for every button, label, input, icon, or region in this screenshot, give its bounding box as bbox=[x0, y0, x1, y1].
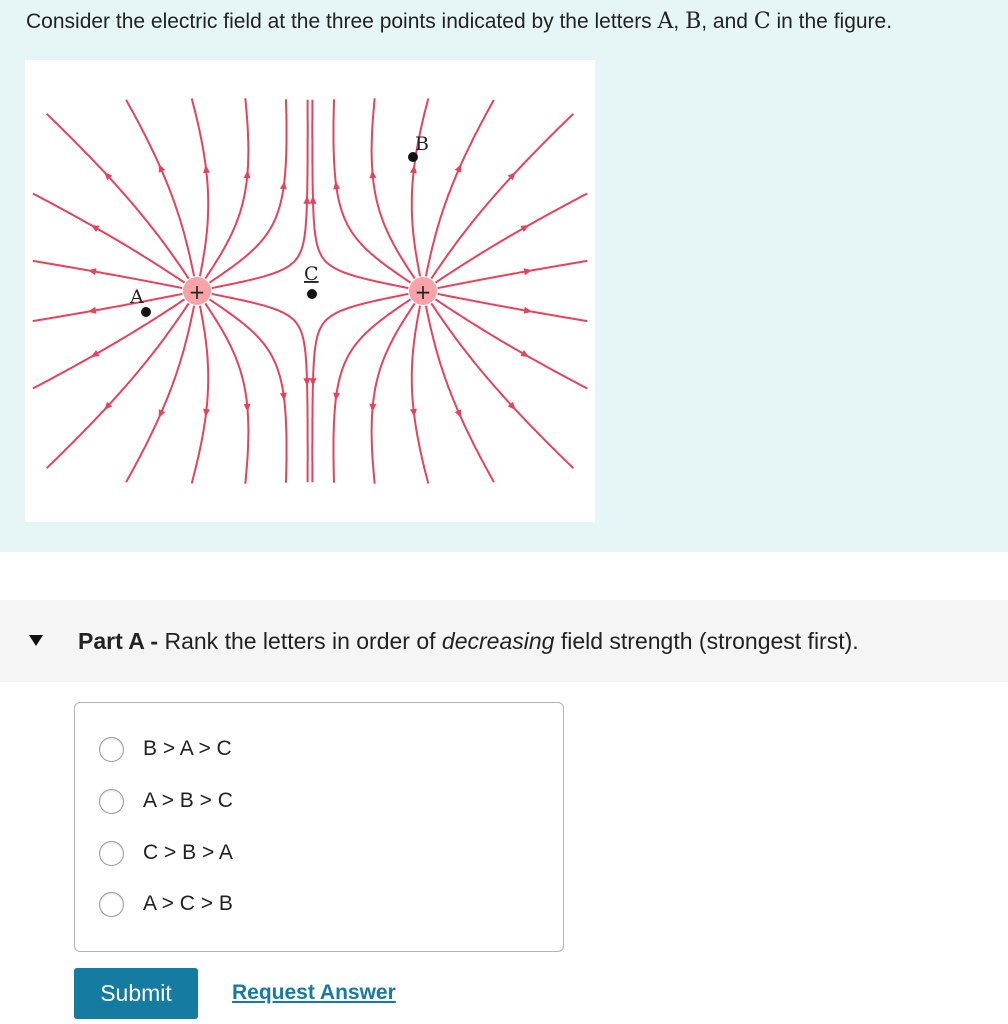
answer-options bbox=[74, 702, 564, 952]
option-2[interactable] bbox=[99, 786, 233, 816]
option-3[interactable] bbox=[99, 838, 233, 868]
charge-left-sign: + bbox=[188, 280, 206, 304]
field-arrow-icon bbox=[88, 268, 97, 275]
field-line bbox=[426, 100, 494, 276]
request-answer-link[interactable]: Request Answer bbox=[232, 981, 396, 1004]
charge-right-sign: + bbox=[414, 280, 432, 304]
field-arrow-icon bbox=[244, 170, 251, 178]
option-4[interactable] bbox=[99, 889, 233, 919]
radio-button-icon[interactable] bbox=[99, 892, 124, 917]
field-arrow-icon bbox=[310, 196, 317, 204]
field-line bbox=[426, 306, 494, 482]
part-a-title: Part A - Rank the letters in order of decreasing field strength (strongest first). bbox=[78, 628, 859, 654]
field-line bbox=[33, 261, 183, 288]
field-line bbox=[33, 299, 185, 388]
field-figure bbox=[25, 60, 595, 522]
field-line bbox=[372, 304, 415, 484]
field-line bbox=[438, 294, 588, 321]
point-c-label: C bbox=[304, 263, 319, 285]
field-line bbox=[47, 114, 189, 279]
field-line bbox=[126, 306, 194, 482]
point-c-dot bbox=[307, 289, 317, 299]
field-lines-diagram bbox=[25, 60, 595, 522]
field-arrow-icon bbox=[88, 307, 97, 314]
letter-a: A bbox=[657, 9, 674, 34]
field-arrow-icon bbox=[524, 268, 533, 275]
field-line bbox=[212, 100, 308, 288]
option-label: C > B > A bbox=[143, 841, 233, 864]
field-arrow-icon bbox=[310, 378, 317, 386]
field-line bbox=[205, 98, 248, 278]
field-line bbox=[47, 304, 189, 469]
field-line bbox=[431, 114, 573, 279]
point-a-label: A bbox=[130, 286, 144, 308]
field-line bbox=[436, 299, 588, 388]
field-arrow-icon bbox=[369, 170, 376, 178]
radio-button-icon[interactable] bbox=[99, 841, 124, 866]
collapse-toggle-icon[interactable] bbox=[29, 635, 43, 646]
field-arrow-icon bbox=[303, 196, 310, 204]
field-arrow-icon bbox=[524, 307, 533, 314]
field-line bbox=[33, 194, 185, 283]
field-line bbox=[205, 304, 248, 484]
point-b-label: B bbox=[415, 133, 429, 155]
field-line bbox=[412, 306, 429, 484]
field-line bbox=[312, 294, 408, 482]
letter-b: B bbox=[685, 9, 702, 34]
field-line bbox=[372, 98, 415, 278]
field-arrow-icon bbox=[244, 404, 251, 412]
field-arrow-icon bbox=[369, 404, 376, 412]
field-line bbox=[212, 294, 308, 482]
option-label: A > B > C bbox=[143, 789, 233, 812]
option-label: A > C > B bbox=[143, 892, 233, 915]
field-line bbox=[192, 306, 209, 484]
option-1[interactable] bbox=[99, 734, 232, 764]
problem-statement: Consider the electric field at the three points indicated by the letters A, B, and C in the figure. bbox=[26, 9, 893, 34]
letter-c: C bbox=[753, 9, 771, 34]
field-arrow-icon bbox=[303, 378, 310, 386]
field-line bbox=[412, 99, 429, 277]
field-line bbox=[126, 100, 194, 276]
radio-button-icon[interactable] bbox=[99, 737, 124, 762]
point-a-dot bbox=[141, 307, 151, 317]
field-line bbox=[192, 99, 209, 277]
option-label: B > A > C bbox=[143, 737, 232, 760]
radio-button-icon[interactable] bbox=[99, 789, 124, 814]
field-line bbox=[312, 100, 408, 288]
field-line bbox=[436, 194, 588, 283]
field-line bbox=[431, 304, 573, 469]
submit-button[interactable]: Submit bbox=[74, 968, 198, 1019]
field-line bbox=[438, 261, 588, 288]
field-line bbox=[33, 294, 183, 321]
